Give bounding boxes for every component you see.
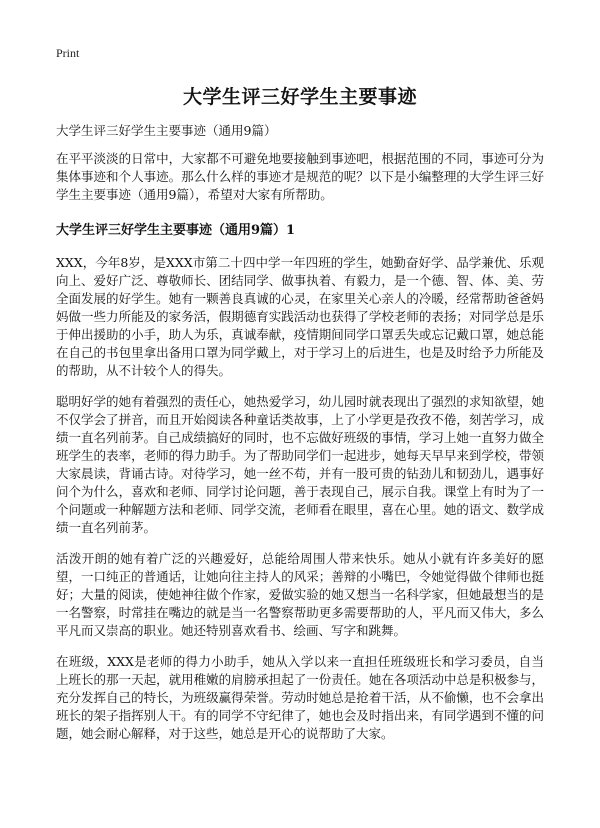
- body-paragraph-4: 在班级，XXX是老师的得力小助手，她从入学以来一直担任班级班长和学习委员，自当上班长的那一天起，就用稚嫩的肩膀承担起了一份责任。她在各项活动中总是积极参与，充分发挥自己的特长，为班级赢得荣誉。劳动时她总是抢着干活，从不偷懒，也不会拿出班长的架子指挥别人干。有的同学不守纪律了，她也会及时指出来，有同学遇到不懂的问题，她会耐心解释，对于这些，她总是开心的说帮助了大家。: [56, 654, 544, 741]
- page-title: 大学生评三好学生主要事迹: [182, 86, 417, 108]
- document-subtitle: 大学生评三好学生主要事迹（通用9篇）: [56, 123, 277, 138]
- body-paragraph-1: XXX，今年8岁，是XXX市第二十四中学一年四班的学生，她勤奋好学、品学兼优、乐观向上、爱好广泛、尊敬师长、团结同学、做事执着、有毅力，是一个德、智、体、美、劳全面发展的好学生。她有一颗善良真诚的心灵，在家里关心亲人的冷暖，经常帮助爸爸妈妈做一些力所能及的家务活，假期德育实践活动也获得了学校老师的表扬；对同学总是乐于伸出援助的小手，助人为乐，真诚奉献，疫情期间同学口罩丢失或忘记戴口罩，她总能在自己的书包里拿出备用口罩为同学戴上，对于学习上的后进生，也是及时给予力所能及的帮助，从不计较个人的得失。: [56, 255, 544, 378]
- print-link[interactable]: Print: [56, 46, 80, 60]
- section-heading: 大学生评三好学生主要事迹（通用9篇）1: [56, 223, 296, 238]
- body-paragraph-2: 聪明好学的她有着强烈的责任心，她热爱学习，幼儿园时就表现出了强烈的求知欲望，她不仅学会了拼音，而且开始阅读各种童话类故事，上了小学更是孜孜不倦，刻苦学习，成绩一直名列前茅。自己成绩搞好的同时，也不忘做好班级的事情，学习上她一直努力做全班学生的表率，老师的得力助手。为了帮助同学们一起进步，她每天早早来到学校，带领大家晨读，背诵古诗。对待学习，她一丝不苟，并有一股可贵的钻劲儿和韧劲儿，遇事好问个为什么，喜欢和老师、同学讨论问题，善于表现自己，展示自我。课堂上有时为了一个问题或一种解题方法和老师、同学交流，老师看在眼里，喜在心里。她的语文、数学成绩一直名列前茅。: [56, 394, 544, 535]
- document-body: [56, 150, 544, 756]
- body-paragraph-3: 活泼开朗的她有着广泛的兴趣爱好，总能给周围人带来快乐。她从小就有许多美好的愿望，一口纯正的普通话，让她向往主持人的风采；善辩的小嘴巴，令她觉得做个律师也挺好；大量的阅读，使她神往做个作家，爱做实验的她又想当一名科学家，但她最想当的是一名警察，时常挂在嘴边的就是当一名警察帮助更多需要帮助的人，平凡而又伟大，多么平凡而又崇高的职业。她还特别喜欢看书、绘画、写字和跳舞。: [56, 551, 544, 638]
- intro-paragraph: 在平平淡淡的日常中，大家都不可避免地要接触到事迹吧，根据范围的不同，事迹可分为集体事迹和个人事迹。那么什么样的事迹才是规范的呢？以下是小编整理的大学生评三好学生主要事迹（通用9篇），希望对大家有所帮助。: [56, 151, 544, 202]
